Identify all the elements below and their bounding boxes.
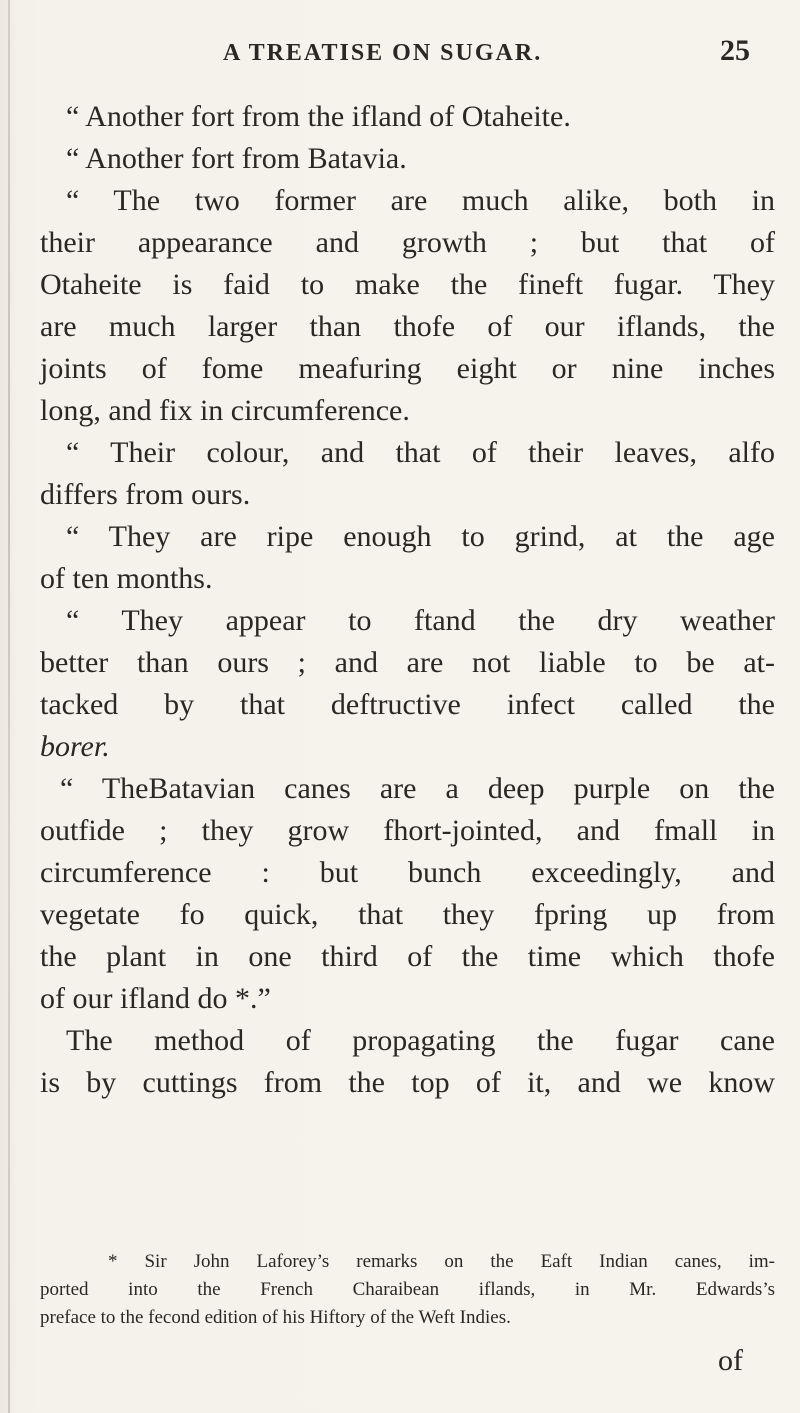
body-line: Otaheite is faid to make the fineft fugar. They — [40, 268, 775, 301]
body-line: circumference : but bunch exceedingly, and — [40, 856, 775, 889]
body-line: better than ours ; and are not liable to be at- — [40, 646, 775, 679]
body-line: vegetate fo quick, that they fpring up from — [40, 898, 775, 931]
body-line: outfide ; they grow fhort-jointed, and fmall in — [40, 814, 775, 847]
running-head: A TREATISE ON SUGAR. — [223, 40, 543, 66]
body-line: joints of fome meafuring eight or nine inches — [40, 352, 775, 385]
body-line: of our ifland do *.” — [40, 982, 271, 1015]
body-line: “ They appear to ftand the dry weather — [66, 604, 775, 637]
footnote-line: ported into the French Charaibean iflands, in Mr. Edwards’s — [40, 1279, 775, 1300]
body-line: long, and fix in circumference. — [40, 394, 410, 427]
body-text — [40, 96, 775, 1104]
footnote-line: preface to the fecond edition of his Hiftory of the Weft Indies. — [40, 1307, 511, 1328]
footnote — [40, 1248, 775, 1332]
body-line: “ Another fort from the ifland of Otaheite. — [66, 100, 571, 133]
body-line: the plant in one third of the time which thofe — [40, 940, 775, 973]
body-line: “ The two former are much alike, both in — [66, 184, 775, 217]
footnote-line: * Sir John Laforey’s remarks on the Eaft Indian canes, im- — [108, 1251, 775, 1272]
body-line: are much larger than thofe of our iflands, the — [40, 310, 775, 343]
body-line: is by cuttings from the top of it, and we know — [40, 1066, 775, 1099]
body-line: “ TheBatavian canes are a deep purple on the — [60, 772, 775, 805]
page-header — [0, 36, 800, 76]
body-line: The method of propagating the fugar cane — [66, 1024, 775, 1057]
body-line: “ Their colour, and that of their leaves, alfo — [66, 436, 775, 469]
page-number: 25 — [720, 34, 750, 67]
body-line: of ten months. — [40, 562, 213, 595]
catchword: of — [718, 1344, 743, 1377]
body-line: “ Another fort from Batavia. — [66, 142, 407, 175]
body-line: tacked by that deftructive infect called the — [40, 688, 775, 721]
body-line: borer. — [40, 730, 110, 763]
body-line: “ They are ripe enough to grind, at the age — [66, 520, 775, 553]
page-gutter-edge — [8, 0, 10, 1413]
body-line: their appearance and growth ; but that of — [40, 226, 775, 259]
body-line: differs from ours. — [40, 478, 251, 511]
